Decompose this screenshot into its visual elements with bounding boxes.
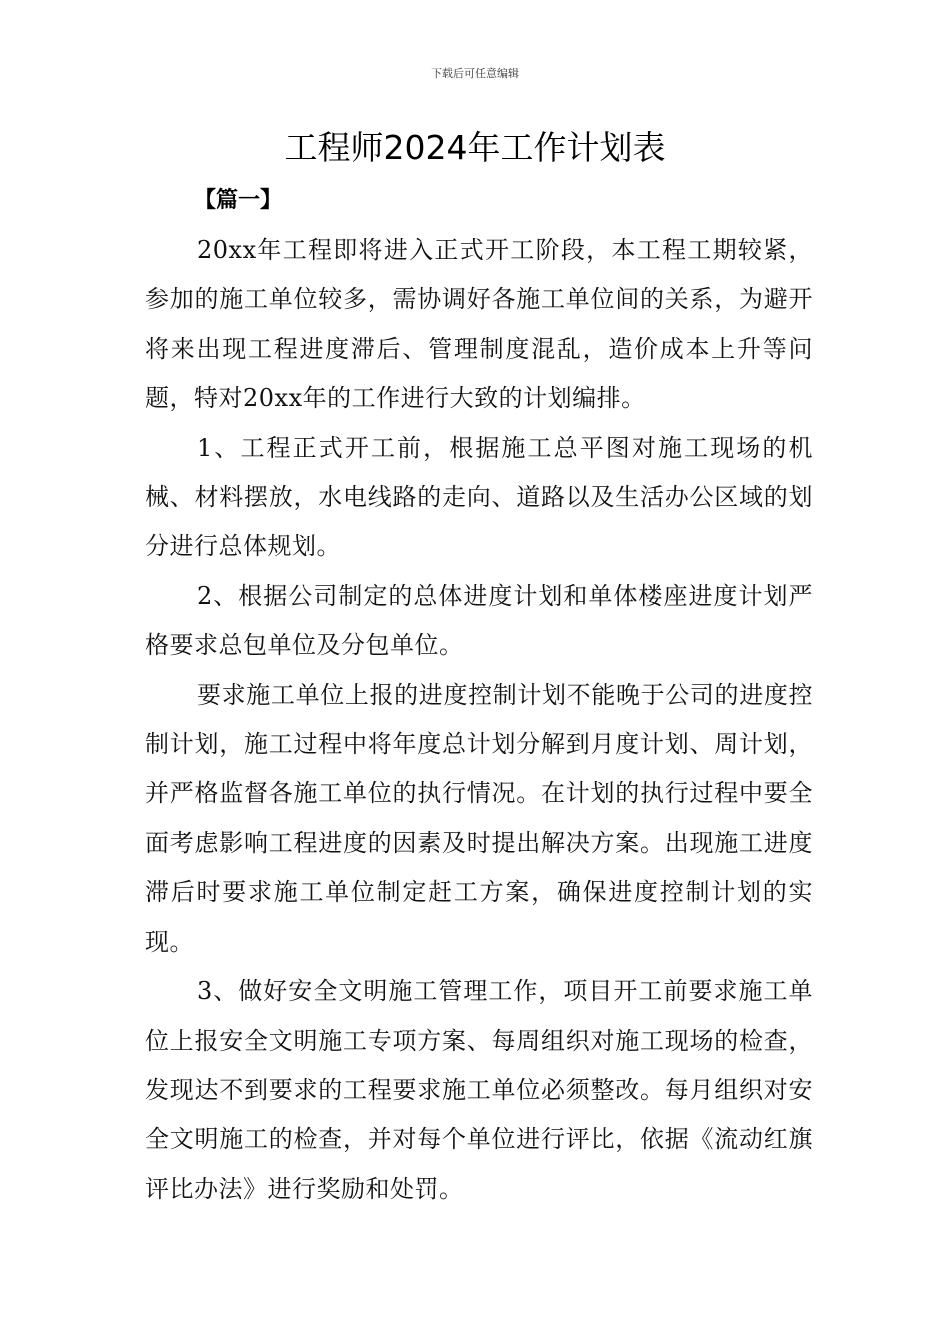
document-title: 工程师2024年工作计划表 — [284, 128, 666, 167]
section-label: 【篇一】 — [194, 187, 283, 213]
paragraph: 1、工程正式开工前，根据施工总平图对施工现场的机械、材料摆放，水电线路的走向、道路以及生活办公区域的划分进行总体规划。 — [145, 433, 813, 561]
paragraph: 3、做好安全文明施工管理工作，项目开工前要求施工单位上报安全文明施工专项方案、每周组织对施工现场的检查，发现达不到要求的工程要求施工单位必须整改。每月组织对安全文明施工的检查，并对每个单位进行评比，依据《流动红旗评比办法》进行奖励和处罚。 — [145, 977, 813, 1203]
header-note: 下载后可任意编辑 — [431, 67, 519, 80]
document-body — [145, 226, 813, 1214]
paragraph: 20xx年工程即将进入正式开工阶段，本工程工期较紧，参加的施工单位较多，需协调好各施工单位间的关系，为避开将来出现工程进度滞后、管理制度混乱，造价成本上升等问题，特对20xx年的工作进行大致的计划编排。 — [145, 236, 813, 413]
paragraph: 2、根据公司制定的总体进度计划和单体楼座进度计划严格要求总包单位及分包单位。 — [145, 581, 813, 660]
paragraph: 要求施工单位上报的进度控制计划不能晚于公司的进度控制计划，施工过程中将年度总计划分解到月度计划、周计划，并严格监督各施工单位的执行情况。在计划的执行过程中要全面考虑影响工程进度的因素及时提出解决方案。出现施工进度滞后时要求施工单位制定赶工方案，确保进度控制计划的实现。 — [145, 680, 813, 956]
